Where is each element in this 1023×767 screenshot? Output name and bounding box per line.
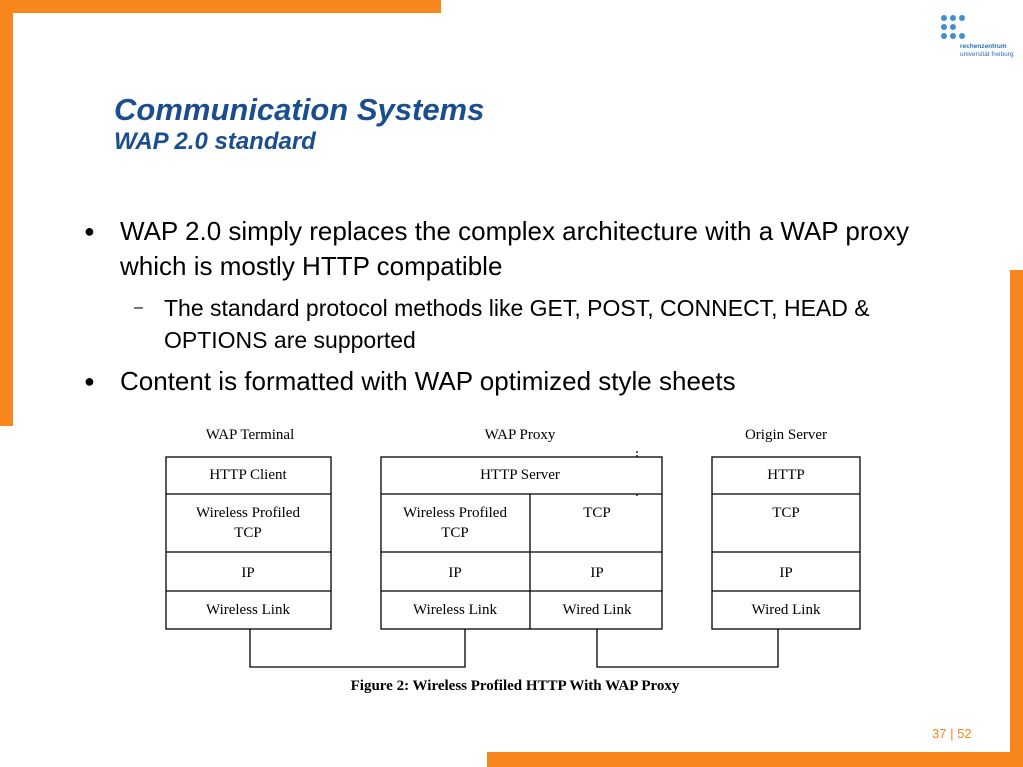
sub-bullet-text: The standard protocol methods like GET, POST, CONNECT, HEAD & OPTIONS are supported [164,295,870,353]
layer-label: IP [448,565,462,581]
layer-label: Wireless Profiled TCP [196,505,300,541]
page-total: 52 [957,726,972,741]
layer-label: Wired Link [562,602,632,618]
rz-logo [938,14,1014,64]
logo-line-1: rechenzentrum [960,43,1007,50]
bullet-item [78,214,958,284]
column-header-terminal: WAP Terminal [205,427,295,443]
bullet-text: WAP 2.0 simply replaces the complex architecture with a WAP proxy which is mostly HTTP compatible [120,216,909,281]
figure-caption: Figure 2: Wireless Profiled HTTP With WAP Proxy [350,678,680,694]
accent-bar-left [0,0,13,426]
layer-label: Wireless Link [413,602,497,618]
accent-bar-bottom [487,752,1023,767]
slide-title-main: Communication Systems [114,92,485,127]
protocol-stack-diagram [150,418,880,703]
bullet-text: Content is formatted with WAP optimized style sheets [120,366,736,396]
column-header-proxy: WAP Proxy [484,427,556,443]
accent-bar-right [1010,270,1023,767]
slide-title-sub: WAP 2.0 standard [114,128,316,155]
sub-bullet-item [78,292,958,356]
bullet-dot-icon: ● [84,221,95,241]
column-header-server: Origin Server [744,427,828,443]
layer-label: Wireless Profiled TCP [403,505,507,541]
layer-label: TCP [583,505,611,521]
bullet-item [78,364,958,399]
accent-bar-top [0,0,441,13]
layer-label: HTTP [767,467,805,483]
link-proxy-server [597,629,778,667]
dot-grid-icon [938,14,968,44]
bullet-dot-icon: ● [84,371,95,391]
link-terminal-proxy [250,629,465,667]
page-separator: | [950,726,954,741]
layer-label: HTTP Server [480,467,560,483]
layer-label: TCP [772,505,800,521]
layer-label: HTTP Client [209,467,287,483]
bullet-list [78,214,958,399]
page-number [932,726,972,741]
layer-label: Wired Link [751,602,821,618]
page-current: 37 [932,726,947,741]
logo-line-2: universität freiburg [960,51,1014,58]
slide-title [114,92,484,156]
dash-icon: – [134,299,143,316]
layer-label: IP [590,565,604,581]
layer-label: IP [779,565,793,581]
layer-label: Wireless Link [206,602,290,618]
layer-label: IP [241,565,255,581]
